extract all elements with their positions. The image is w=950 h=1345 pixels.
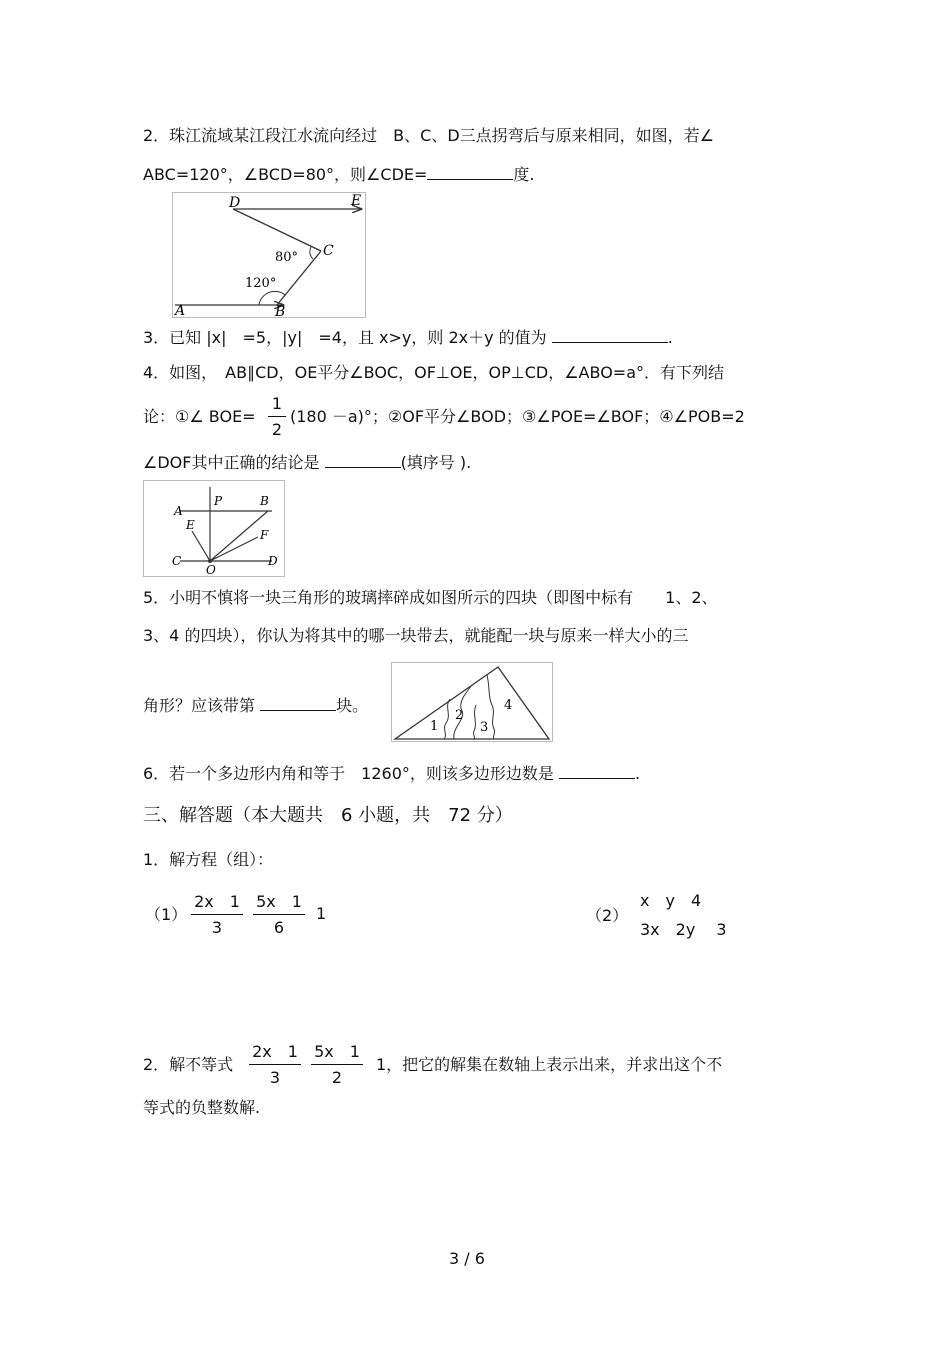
q3-end: .: [667, 328, 673, 347]
s1-part1-rhs: 1: [316, 904, 327, 923]
q3-line: [143, 326, 673, 348]
q2-line2: [143, 163, 535, 185]
q6-end: .: [635, 764, 641, 783]
q4-line3-end: (填序号 ).: [400, 453, 472, 472]
fig4-label-d: D: [268, 554, 278, 568]
fig4-label-o: O: [206, 563, 216, 576]
fig5-piece-2: 2: [455, 708, 464, 723]
s1-fraction2: [253, 892, 305, 938]
s2-fraction2: [311, 1042, 363, 1088]
q5-line1: 5．小明不慎将一块三角形的玻璃摔碎成如图所示的四块（即图中标有 1、2、: [143, 588, 718, 607]
s2-f2-den: 2: [331, 1068, 343, 1087]
s1-title: 1．解方程（组）：: [143, 850, 274, 869]
s1-f1-num: 2x 1: [191, 892, 243, 915]
fig-angle-b: 120°: [245, 276, 277, 291]
q2-line1: 2．珠江流域某江段江水流向经过 B、C、D三点拐弯后与原来相同，如图，若∠: [143, 126, 714, 145]
fig-angle-c: 80°: [275, 250, 299, 265]
q4-line1: 4．如图， AB∥CD，OE平分∠BOC，OF⊥OE，OP⊥CD，∠ABO=a°．有下列结: [143, 363, 725, 382]
fig5-piece-1: 1: [430, 719, 439, 734]
s2-f1-num: 2x 1: [249, 1042, 301, 1065]
q4-answer-blank[interactable]: [325, 451, 401, 468]
fig4-label-c: C: [172, 554, 182, 568]
q2-answer-blank[interactable]: [427, 163, 513, 180]
fig-label-c: C: [323, 243, 334, 259]
q2-line2-text: ABC=120°，∠BCD=80°，则∠CDE=: [143, 165, 428, 184]
q4-line3-text: ∠DOF其中正确的结论是: [143, 453, 320, 472]
q4-frac-den: 2: [271, 420, 283, 439]
s1-part2-eq2: 3x 2y 3: [640, 920, 727, 939]
q4-line3: [143, 451, 471, 473]
q4-fraction: [268, 394, 286, 440]
q4-frac-num: 1: [268, 394, 286, 417]
page-number: 3 / 6: [449, 1249, 485, 1268]
s1-f2-den: 6: [273, 918, 285, 937]
s1-part2-label: （2）: [586, 906, 629, 925]
fig-label-d: D: [229, 195, 241, 211]
s2-rest: 1，把它的解集在数轴上表示出来，并求出这个不: [376, 1055, 723, 1074]
s2-f2-num: 5x 1: [311, 1042, 363, 1065]
q2-line2-end: 度.: [513, 165, 535, 184]
q3-answer-blank[interactable]: [552, 326, 668, 343]
s1-fraction1: [191, 892, 243, 938]
fig4-label-p: P: [214, 494, 223, 508]
q6-answer-blank[interactable]: [559, 762, 635, 779]
q4-figure: [143, 480, 285, 577]
q6-line: [143, 762, 640, 784]
q5-line3: [143, 694, 368, 716]
s1-f2-num: 5x 1: [253, 892, 305, 915]
s1-part2-eq1: x y 4: [640, 891, 702, 910]
q5-line2: 3、4 的四块），你认为将其中的哪一块带去，就能配一块与原来一样大小的三: [143, 626, 689, 645]
fig-label-a: A: [175, 303, 186, 317]
q5-figure: [391, 662, 553, 742]
fig5-piece-4: 4: [504, 698, 513, 713]
fig-label-b: B: [275, 304, 286, 317]
s1-f1-den: 3: [211, 918, 223, 937]
s2-label: 2．解不等式: [143, 1055, 234, 1074]
s2-line2: 等式的负整数解.: [143, 1098, 261, 1117]
s1-part1-label: （1）: [145, 905, 188, 924]
fig4-label-b: B: [260, 494, 269, 508]
q2-figure: [172, 192, 366, 318]
fig4-label-f: F: [260, 528, 269, 542]
q4-line2-b: (180 －a)°；②OF平分∠BOD；③∠POE=∠BOF；④∠POB=2: [290, 407, 745, 426]
fig5-piece-3: 3: [480, 720, 489, 735]
q4-line2-a: 论：①∠ BOE=: [143, 407, 256, 426]
fig4-label-e: E: [186, 518, 195, 532]
section3-title: 三、解答题（本大题共 6 小题，共 72 分）: [143, 805, 513, 826]
fig4-label-a: A: [174, 504, 183, 518]
q6-text: 6．若一个多边形内角和等于 1260°，则该多边形边数是: [143, 764, 554, 783]
s2-fraction1: [249, 1042, 301, 1088]
fig-label-e: E: [351, 193, 362, 209]
q3-text: 3．已知 |x| =5，|y| =4，且 x>y，则 2x＋y 的值为: [143, 328, 547, 347]
q5-answer-blank[interactable]: [260, 694, 336, 711]
q5-line3-end: 块。: [336, 696, 369, 715]
s2-f1-den: 3: [269, 1068, 281, 1087]
q5-line3-text: 角形？应该带第: [143, 696, 256, 715]
